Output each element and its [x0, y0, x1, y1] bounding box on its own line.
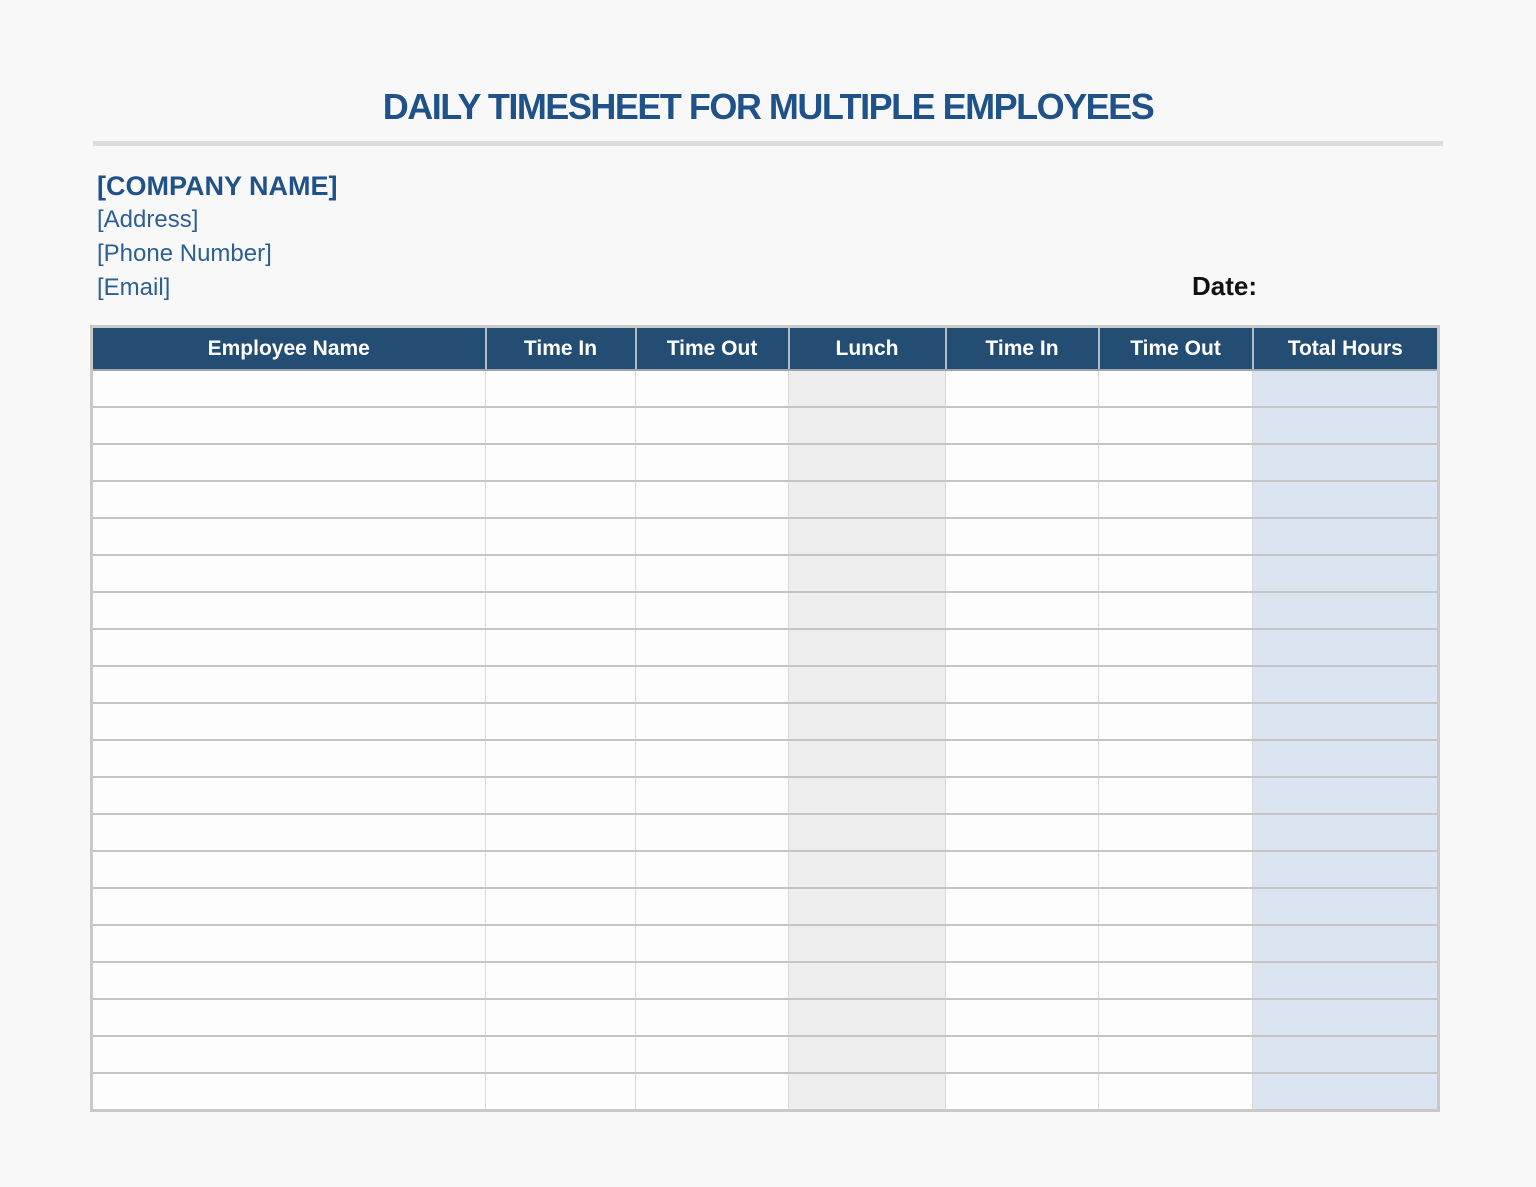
table-row	[92, 555, 1439, 592]
cell-time-in-1[interactable]	[486, 1073, 636, 1111]
cell-employee-name[interactable]	[92, 666, 486, 703]
column-header-time-out-1: Time Out	[636, 327, 789, 371]
cell-total-hours[interactable]	[1253, 1073, 1439, 1111]
timesheet-table	[90, 325, 1440, 1112]
cell-employee-name[interactable]	[92, 740, 486, 777]
cell-employee-name[interactable]	[92, 888, 486, 925]
cell-employee-name[interactable]	[92, 370, 486, 407]
column-header-lunch: Lunch	[789, 327, 946, 371]
cell-time-in-1[interactable]	[486, 703, 636, 740]
cell-lunch[interactable]	[789, 888, 946, 925]
cell-time-in-2[interactable]	[946, 851, 1099, 888]
cell-time-in-1[interactable]	[486, 481, 636, 518]
cell-employee-name[interactable]	[92, 481, 486, 518]
cell-time-out-1[interactable]	[636, 962, 789, 999]
cell-employee-name[interactable]	[92, 555, 486, 592]
cell-total-hours[interactable]	[1253, 740, 1439, 777]
cell-lunch[interactable]	[789, 666, 946, 703]
table-row	[92, 407, 1439, 444]
cell-time-in-1[interactable]	[486, 592, 636, 629]
cell-time-in-2[interactable]	[946, 1036, 1099, 1073]
cell-time-out-2[interactable]	[1099, 777, 1253, 814]
cell-lunch[interactable]	[789, 962, 946, 999]
cell-employee-name[interactable]	[92, 407, 486, 444]
cell-time-in-1[interactable]	[486, 888, 636, 925]
cell-total-hours[interactable]	[1253, 962, 1439, 999]
date-label: Date:	[1192, 271, 1258, 301]
cell-time-out-1[interactable]	[636, 777, 789, 814]
company-info-block	[97, 169, 338, 305]
cell-time-out-2[interactable]	[1099, 1036, 1253, 1073]
cell-time-in-2[interactable]	[946, 962, 1099, 999]
cell-time-in-1[interactable]	[486, 777, 636, 814]
cell-time-in-1[interactable]	[486, 666, 636, 703]
cell-time-out-1[interactable]	[636, 592, 789, 629]
table-row	[92, 999, 1439, 1036]
cell-employee-name[interactable]	[92, 851, 486, 888]
cell-time-out-2[interactable]	[1099, 888, 1253, 925]
cell-time-out-2[interactable]	[1099, 407, 1253, 444]
cell-lunch[interactable]	[789, 925, 946, 962]
cell-time-out-1[interactable]	[636, 444, 789, 481]
cell-time-out-1[interactable]	[636, 555, 789, 592]
cell-time-in-1[interactable]	[486, 851, 636, 888]
column-header-total-hours: Total Hours	[1253, 327, 1439, 371]
cell-lunch[interactable]	[789, 999, 946, 1036]
cell-time-out-2[interactable]	[1099, 629, 1253, 666]
cell-time-in-2[interactable]	[946, 999, 1099, 1036]
cell-time-in-1[interactable]	[486, 814, 636, 851]
cell-employee-name[interactable]	[92, 999, 486, 1036]
table-row	[92, 518, 1439, 555]
cell-lunch[interactable]	[789, 407, 946, 444]
cell-total-hours[interactable]	[1253, 925, 1439, 962]
cell-time-out-2[interactable]	[1099, 518, 1253, 555]
cell-time-out-2[interactable]	[1099, 1073, 1253, 1111]
cell-employee-name[interactable]	[92, 444, 486, 481]
cell-time-in-2[interactable]	[946, 555, 1099, 592]
cell-time-in-1[interactable]	[486, 555, 636, 592]
table-row	[92, 1036, 1439, 1073]
table-row	[92, 703, 1439, 740]
cell-employee-name[interactable]	[92, 518, 486, 555]
table-row	[92, 814, 1439, 851]
table-row	[92, 592, 1439, 629]
cell-lunch[interactable]	[789, 629, 946, 666]
column-header-time-in-1: Time In	[486, 327, 636, 371]
cell-time-in-1[interactable]	[486, 444, 636, 481]
cell-time-out-2[interactable]	[1099, 444, 1253, 481]
cell-employee-name[interactable]	[92, 592, 486, 629]
cell-time-in-2[interactable]	[946, 703, 1099, 740]
cell-time-out-2[interactable]	[1099, 925, 1253, 962]
cell-time-in-1[interactable]	[486, 962, 636, 999]
cell-time-out-2[interactable]	[1099, 666, 1253, 703]
cell-time-out-1[interactable]	[636, 1036, 789, 1073]
cell-employee-name[interactable]	[92, 629, 486, 666]
cell-time-out-1[interactable]	[636, 518, 789, 555]
cell-time-out-1[interactable]	[636, 481, 789, 518]
company-phone: [Phone Number]	[97, 240, 272, 267]
table-row	[92, 370, 1439, 407]
cell-employee-name[interactable]	[92, 925, 486, 962]
cell-time-in-1[interactable]	[486, 370, 636, 407]
cell-time-in-2[interactable]	[946, 370, 1099, 407]
cell-total-hours[interactable]	[1253, 592, 1439, 629]
table-row	[92, 629, 1439, 666]
cell-time-in-2[interactable]	[946, 629, 1099, 666]
cell-lunch[interactable]	[789, 1073, 946, 1111]
cell-time-out-1[interactable]	[636, 851, 789, 888]
cell-time-in-2[interactable]	[946, 592, 1099, 629]
title-divider	[93, 141, 1443, 146]
cell-time-out-2[interactable]	[1099, 481, 1253, 518]
cell-time-out-1[interactable]	[636, 629, 789, 666]
cell-time-in-1[interactable]	[486, 925, 636, 962]
cell-total-hours[interactable]	[1253, 518, 1439, 555]
cell-time-out-1[interactable]	[636, 740, 789, 777]
cell-time-in-1[interactable]	[486, 629, 636, 666]
table-row	[92, 666, 1439, 703]
cell-time-in-2[interactable]	[946, 888, 1099, 925]
company-name: [COMPANY NAME]	[97, 171, 338, 201]
cell-time-out-2[interactable]	[1099, 962, 1253, 999]
cell-time-out-2[interactable]	[1099, 851, 1253, 888]
column-header-time-out-2: Time Out	[1099, 327, 1253, 371]
cell-total-hours[interactable]	[1253, 703, 1439, 740]
cell-time-in-2[interactable]	[946, 777, 1099, 814]
column-header-time-in-2: Time In	[946, 327, 1099, 371]
cell-lunch[interactable]	[789, 370, 946, 407]
cell-time-out-1[interactable]	[636, 703, 789, 740]
cell-lunch[interactable]	[789, 1036, 946, 1073]
cell-time-out-2[interactable]	[1099, 555, 1253, 592]
table-row	[92, 925, 1439, 962]
column-header-employee-name: Employee Name	[92, 327, 486, 371]
table-row	[92, 851, 1439, 888]
cell-time-out-1[interactable]	[636, 1073, 789, 1111]
cell-lunch[interactable]	[789, 592, 946, 629]
cell-lunch[interactable]	[789, 518, 946, 555]
cell-time-out-1[interactable]	[636, 407, 789, 444]
cell-lunch[interactable]	[789, 555, 946, 592]
cell-total-hours[interactable]	[1253, 888, 1439, 925]
cell-time-out-1[interactable]	[636, 925, 789, 962]
table-row	[92, 444, 1439, 481]
cell-time-in-2[interactable]	[946, 814, 1099, 851]
cell-total-hours[interactable]	[1253, 407, 1439, 444]
table-row	[92, 777, 1439, 814]
cell-time-out-1[interactable]	[636, 370, 789, 407]
company-address: [Address]	[97, 206, 199, 233]
cell-time-in-1[interactable]	[486, 518, 636, 555]
cell-lunch[interactable]	[789, 814, 946, 851]
company-email: [Email]	[97, 274, 171, 301]
table-row	[92, 962, 1439, 999]
cell-employee-name[interactable]	[92, 814, 486, 851]
cell-employee-name[interactable]	[92, 962, 486, 999]
cell-time-out-1[interactable]	[636, 814, 789, 851]
cell-time-in-2[interactable]	[946, 666, 1099, 703]
cell-total-hours[interactable]	[1253, 777, 1439, 814]
cell-total-hours[interactable]	[1253, 629, 1439, 666]
cell-time-out-2[interactable]	[1099, 370, 1253, 407]
cell-time-in-1[interactable]	[486, 740, 636, 777]
cell-lunch[interactable]	[789, 481, 946, 518]
cell-lunch[interactable]	[789, 703, 946, 740]
table-row	[92, 481, 1439, 518]
cell-total-hours[interactable]	[1253, 814, 1439, 851]
cell-employee-name[interactable]	[92, 777, 486, 814]
page-title: DAILY TIMESHEET FOR MULTIPLE EMPLOYEES	[382, 86, 1154, 127]
cell-time-in-2[interactable]	[946, 444, 1099, 481]
cell-lunch[interactable]	[789, 777, 946, 814]
cell-time-in-2[interactable]	[946, 518, 1099, 555]
cell-total-hours[interactable]	[1253, 1036, 1439, 1073]
cell-employee-name[interactable]	[92, 1036, 486, 1073]
cell-lunch[interactable]	[789, 740, 946, 777]
cell-time-out-2[interactable]	[1099, 999, 1253, 1036]
table-row	[92, 888, 1439, 925]
cell-total-hours[interactable]	[1253, 370, 1439, 407]
cell-time-out-2[interactable]	[1099, 814, 1253, 851]
cell-time-in-1[interactable]	[486, 999, 636, 1036]
cell-lunch[interactable]	[789, 851, 946, 888]
cell-time-out-2[interactable]	[1099, 740, 1253, 777]
table-row	[92, 1073, 1439, 1111]
cell-time-out-1[interactable]	[636, 666, 789, 703]
cell-time-in-2[interactable]	[946, 740, 1099, 777]
cell-time-in-1[interactable]	[486, 1036, 636, 1073]
cell-time-out-2[interactable]	[1099, 703, 1253, 740]
cell-time-in-1[interactable]	[486, 407, 636, 444]
cell-lunch[interactable]	[789, 444, 946, 481]
cell-time-in-2[interactable]	[946, 481, 1099, 518]
cell-total-hours[interactable]	[1253, 666, 1439, 703]
cell-time-out-1[interactable]	[636, 888, 789, 925]
cell-time-in-2[interactable]	[946, 925, 1099, 962]
cell-time-out-2[interactable]	[1099, 592, 1253, 629]
cell-total-hours[interactable]	[1253, 555, 1439, 592]
cell-time-out-1[interactable]	[636, 999, 789, 1036]
cell-employee-name[interactable]	[92, 703, 486, 740]
cell-total-hours[interactable]	[1253, 444, 1439, 481]
timesheet-table-container	[90, 325, 1440, 1112]
cell-total-hours[interactable]	[1253, 851, 1439, 888]
table-header-row	[92, 327, 1439, 371]
cell-time-in-2[interactable]	[946, 407, 1099, 444]
cell-employee-name[interactable]	[92, 1073, 486, 1111]
cell-time-in-2[interactable]	[946, 1073, 1099, 1111]
cell-total-hours[interactable]	[1253, 999, 1439, 1036]
table-row	[92, 740, 1439, 777]
cell-total-hours[interactable]	[1253, 481, 1439, 518]
